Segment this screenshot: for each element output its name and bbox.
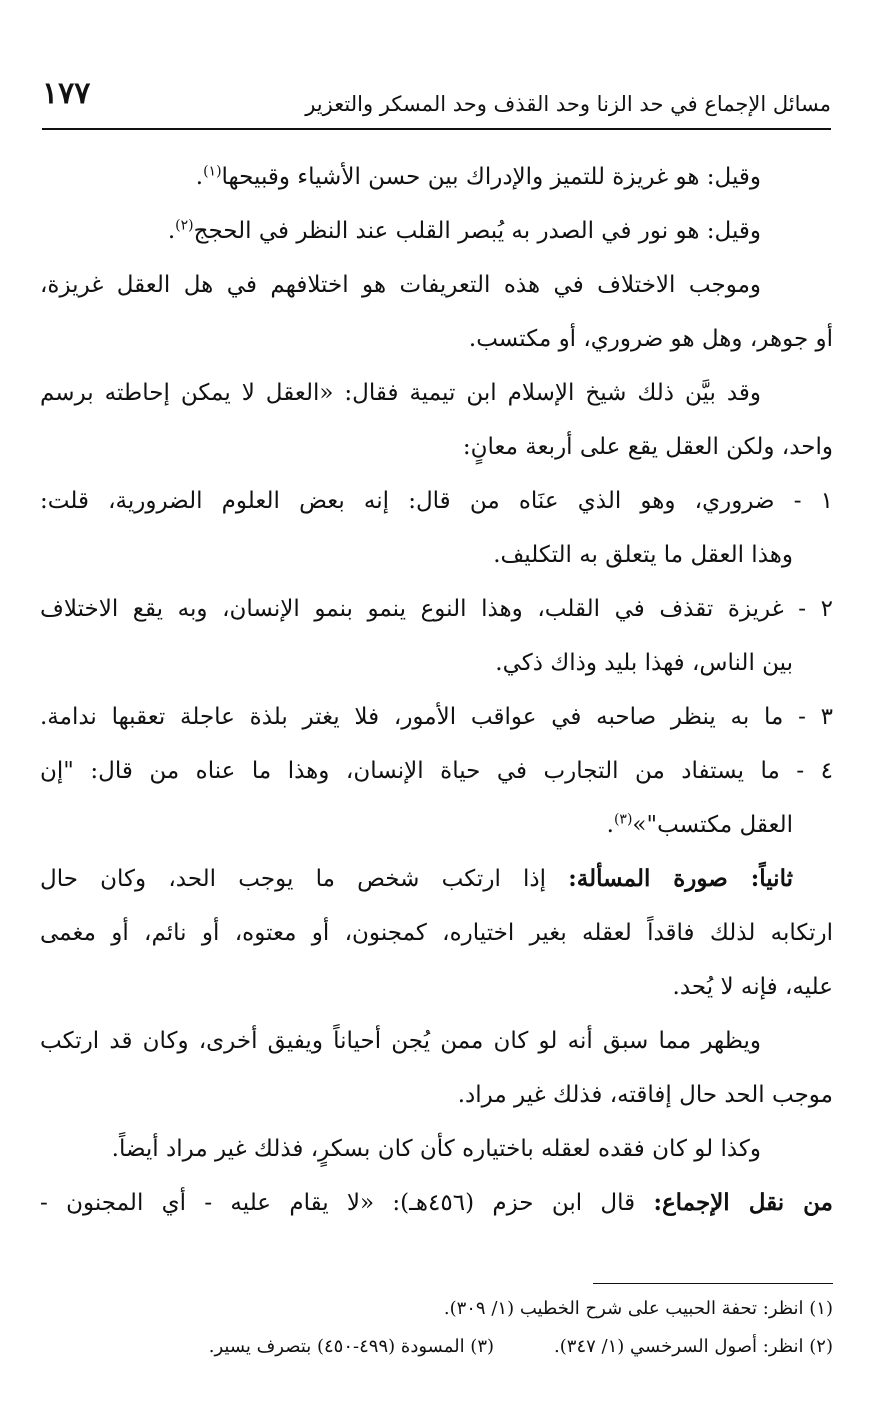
text-line: وقيل: هو غريزة للتميز والإدراك بين حسن الأشياء وقبيحها$^{(١)}$.	[195, 163, 761, 190]
running-title: مسائل الإجماع في حد الزنا وحد القذف وحد المسكر والتعزير	[305, 92, 831, 116]
text-line: العقل مكتسب"»$^{(٣)}$.	[606, 811, 793, 838]
text-line: ويظهر مما سبق أنه لو كان ممن يُجن أحياناً ويفيق أخرى، وكان قد ارتكب	[40, 1028, 761, 1054]
footnote-ref: (١)	[203, 163, 222, 180]
text-line: أو جوهر، وهل هو ضروري، أو مكتسب.	[468, 326, 833, 352]
section-heading: ثانياً: صورة المسألة:	[568, 865, 793, 892]
text-line: بين الناس، فهذا بليد وذاك ذكي.	[495, 650, 793, 676]
footnote-ref: (٢)	[175, 217, 194, 234]
section-heading: من نقل الإجماع:	[653, 1189, 833, 1216]
footnote: (٢) انظر: أصول السرخسي (١/ ٣٤٧).	[554, 1336, 833, 1357]
list-item: ٣ - ما به ينظر صاحبه في عواقب الأمور، فلا يغتر بلذة عاجلة تعقبها ندامة.	[40, 704, 833, 730]
text-line: وقيل: هو نور في الصدر به يُبصر القلب عند النظر في الحجج$^{(٢)}$.	[167, 217, 761, 244]
section-heading-line: ثانياً: صورة المسألة: إذا ارتكب شخص ما يوجب الحد، وكان حال	[40, 865, 793, 892]
footnote: (٣) المسودة (٤٩٩-٤٥٠) بتصرف يسير.	[208, 1336, 495, 1357]
list-item: ١ - ضروري، وهو الذي عنَاه من قال: إنه بعض العلوم الضرورية، قلت:	[40, 488, 833, 514]
list-item: ٤ - ما يستفاد من التجارب في حياة الإنسان، وهذا ما عناه من قال: "إن	[40, 758, 833, 784]
list-item: ٢ - غريزة تقذف في القلب، وهذا النوع ينمو بنمو الإنسان، وبه يقع الاختلاف	[40, 596, 833, 622]
text-line: موجب الحد حال إفاقته، فذلك غير مراد.	[457, 1082, 833, 1108]
footnote: (١) انظر: تحفة الحبيب على شرح الخطيب (١/ ٣٠٩).	[443, 1298, 833, 1319]
text-line: واحد، ولكن العقل يقع على أربعة معانٍ:	[462, 434, 833, 460]
text-line: وهذا العقل ما يتعلق به التكليف.	[493, 542, 793, 568]
footnote-ref: (٣)	[613, 811, 633, 828]
text-line: عليه، فإنه لا يُحد.	[672, 974, 833, 1000]
text-line: وموجب الاختلاف في هذه التعريفات هو اختلافهم في هل العقل غريزة،	[40, 272, 761, 298]
section-heading-line: من نقل الإجماع: قال ابن حزم (٤٥٦هـ): «لا يقام عليه - أي المجنون -	[40, 1189, 833, 1216]
page-header	[42, 70, 831, 130]
text-line: وقد بيَّن ذلك شيخ الإسلام ابن تيمية فقال: «العقل لا يمكن إحاطته برسم	[40, 380, 761, 406]
page-number: ١٧٧	[42, 76, 91, 111]
main-text	[40, 150, 833, 1230]
text-line: وكذا لو كان فقده لعقله باختياره كأن كان بسكرٍ، فذلك غير مراد أيضاً.	[111, 1136, 761, 1162]
footnote-separator	[593, 1283, 833, 1284]
footnotes	[40, 1290, 833, 1366]
footnote-row	[40, 1328, 833, 1366]
text-line: ارتكابه لذلك فاقداً لعقله بغير اختياره، كمجنون، أو معتوه، أو نائم، أو مغمى	[40, 920, 833, 946]
